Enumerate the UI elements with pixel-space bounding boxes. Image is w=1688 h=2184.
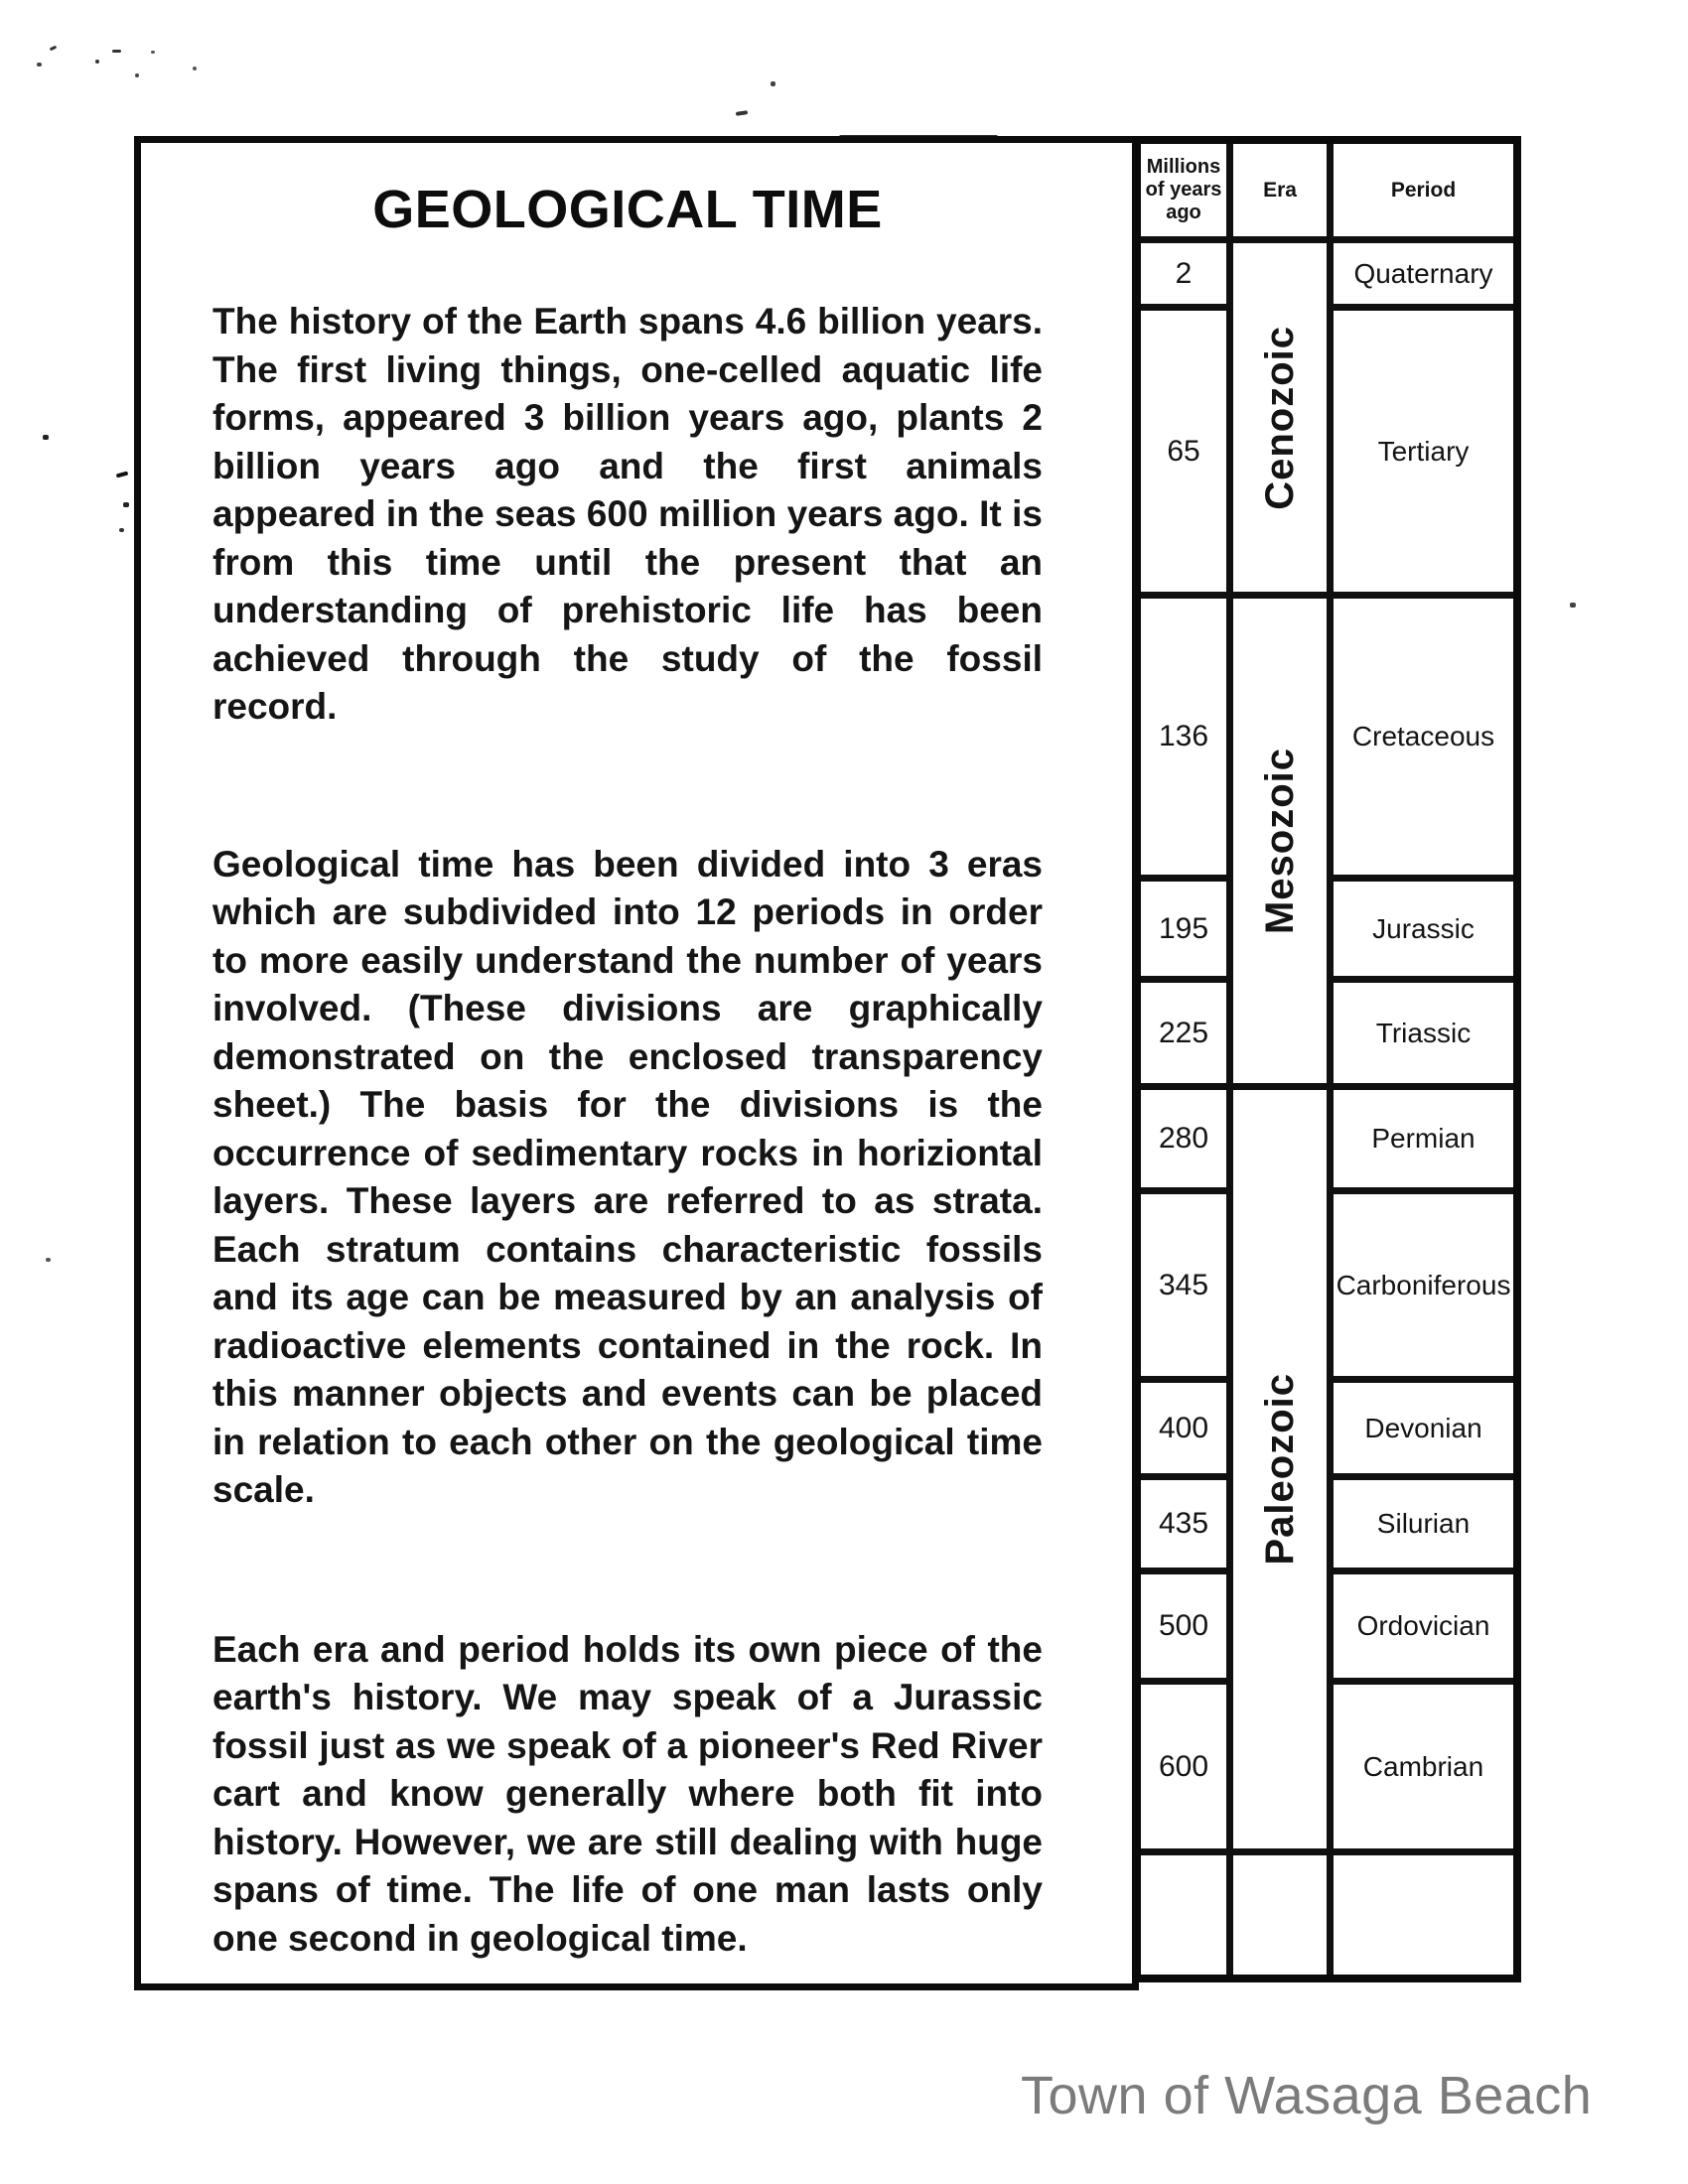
period-cell-empty <box>1334 1855 1513 1975</box>
scan-speck <box>46 1258 51 1262</box>
years-cell: 280 <box>1141 1090 1233 1194</box>
period-cell: Triassic <box>1334 983 1513 1090</box>
era-cell-empty <box>1233 1855 1334 1975</box>
table-header-millions-of-years-ago: Millions of years ago <box>1141 144 1233 243</box>
years-cell: 2 <box>1141 243 1233 311</box>
period-cell: Jurassic <box>1334 882 1513 983</box>
table-header-period: Period <box>1334 144 1513 243</box>
scan-speck <box>1570 603 1576 608</box>
geological-time-table <box>1133 136 1521 1982</box>
era-cell-paleozoic <box>1233 1090 1334 1855</box>
scan-speck <box>116 472 129 478</box>
era-cell-mesozoic <box>1233 599 1334 1090</box>
article-panel <box>134 136 1139 1990</box>
period-cell: Silurian <box>1334 1480 1513 1574</box>
era-label: Mesozoic <box>1257 747 1302 935</box>
period-cell: Carboniferous <box>1334 1194 1513 1383</box>
period-cell: Permian <box>1334 1090 1513 1194</box>
scan-speck <box>771 81 775 86</box>
era-cell-cenozoic <box>1233 243 1334 599</box>
period-cell: Ordovician <box>1334 1574 1513 1685</box>
period-cell: Cretaceous <box>1334 599 1513 882</box>
scan-speck <box>50 46 58 52</box>
scan-speck <box>193 67 197 70</box>
years-cell-empty <box>1141 1855 1233 1975</box>
years-cell: 195 <box>1141 882 1233 983</box>
era-label: Paleozoic <box>1257 1373 1302 1566</box>
years-cell: 65 <box>1141 311 1233 599</box>
years-cell: 136 <box>1141 599 1233 882</box>
period-cell: Quaternary <box>1334 243 1513 311</box>
period-cell: Cambrian <box>1334 1685 1513 1855</box>
scan-speck <box>37 63 42 67</box>
scan-speck <box>43 435 49 440</box>
scan-speck <box>119 528 124 532</box>
paragraph-earth-history: The history of the Earth spans 4.6 billion years. The first living things, one-celled aquatic life forms, appeared 3 billion years ago, plants 2 billion years ago and the first animals appeared in the seas 600 million years ago. It is from this time until the present that an understanding of prehistoric life has been achieved through the study of the fossil record. <box>212 301 1043 727</box>
scan-speck <box>95 60 99 64</box>
paragraph-eras-periods: Geological time has been divided into 3 eras which are subdivided into 12 periods in order to more easily understand the number of years involved. (These divisions are graphically demonstrated on the enclosed transparency sheet.) The basis for the divisions is the occurrence of sedimentary rocks in horiziontal layers. These layers are referred to as strata. Each stratum contains characteristic fossils and its age can be measured by an analysis of radioactive elements contained in the rock. In this manner objects and events can be placed in relation to each other on the geological time scale. <box>212 843 1043 1510</box>
years-cell: 345 <box>1141 1194 1233 1383</box>
years-cell: 435 <box>1141 1480 1233 1574</box>
footer-watermark: Town of Wasaga Beach <box>1021 2066 1593 2125</box>
page-title: GEOLOGICAL TIME <box>372 180 883 239</box>
era-label: Cenozoic <box>1257 325 1302 510</box>
scan-speck <box>123 502 129 507</box>
years-cell: 500 <box>1141 1574 1233 1685</box>
years-cell: 600 <box>1141 1685 1233 1855</box>
article-body <box>212 298 1043 1963</box>
years-cell: 225 <box>1141 983 1233 1090</box>
period-cell: Devonian <box>1334 1383 1513 1480</box>
years-cell: 400 <box>1141 1383 1233 1480</box>
table-header-era: Era <box>1233 144 1334 243</box>
scan-speck <box>736 110 748 116</box>
scan-speck <box>151 51 155 54</box>
scan-speck <box>112 50 121 53</box>
scan-speck <box>135 73 139 77</box>
paragraph-era-significance: Each era and period holds its own piece of the earth's history. We may speak of a Jurassic fossil just as we speak of a pioneer's Red River cart and know generally where both fit into history. However, we are still dealing with huge spans of time. The life of one man lasts only one second in geological time. <box>212 1628 1043 1959</box>
period-cell: Tertiary <box>1334 311 1513 599</box>
